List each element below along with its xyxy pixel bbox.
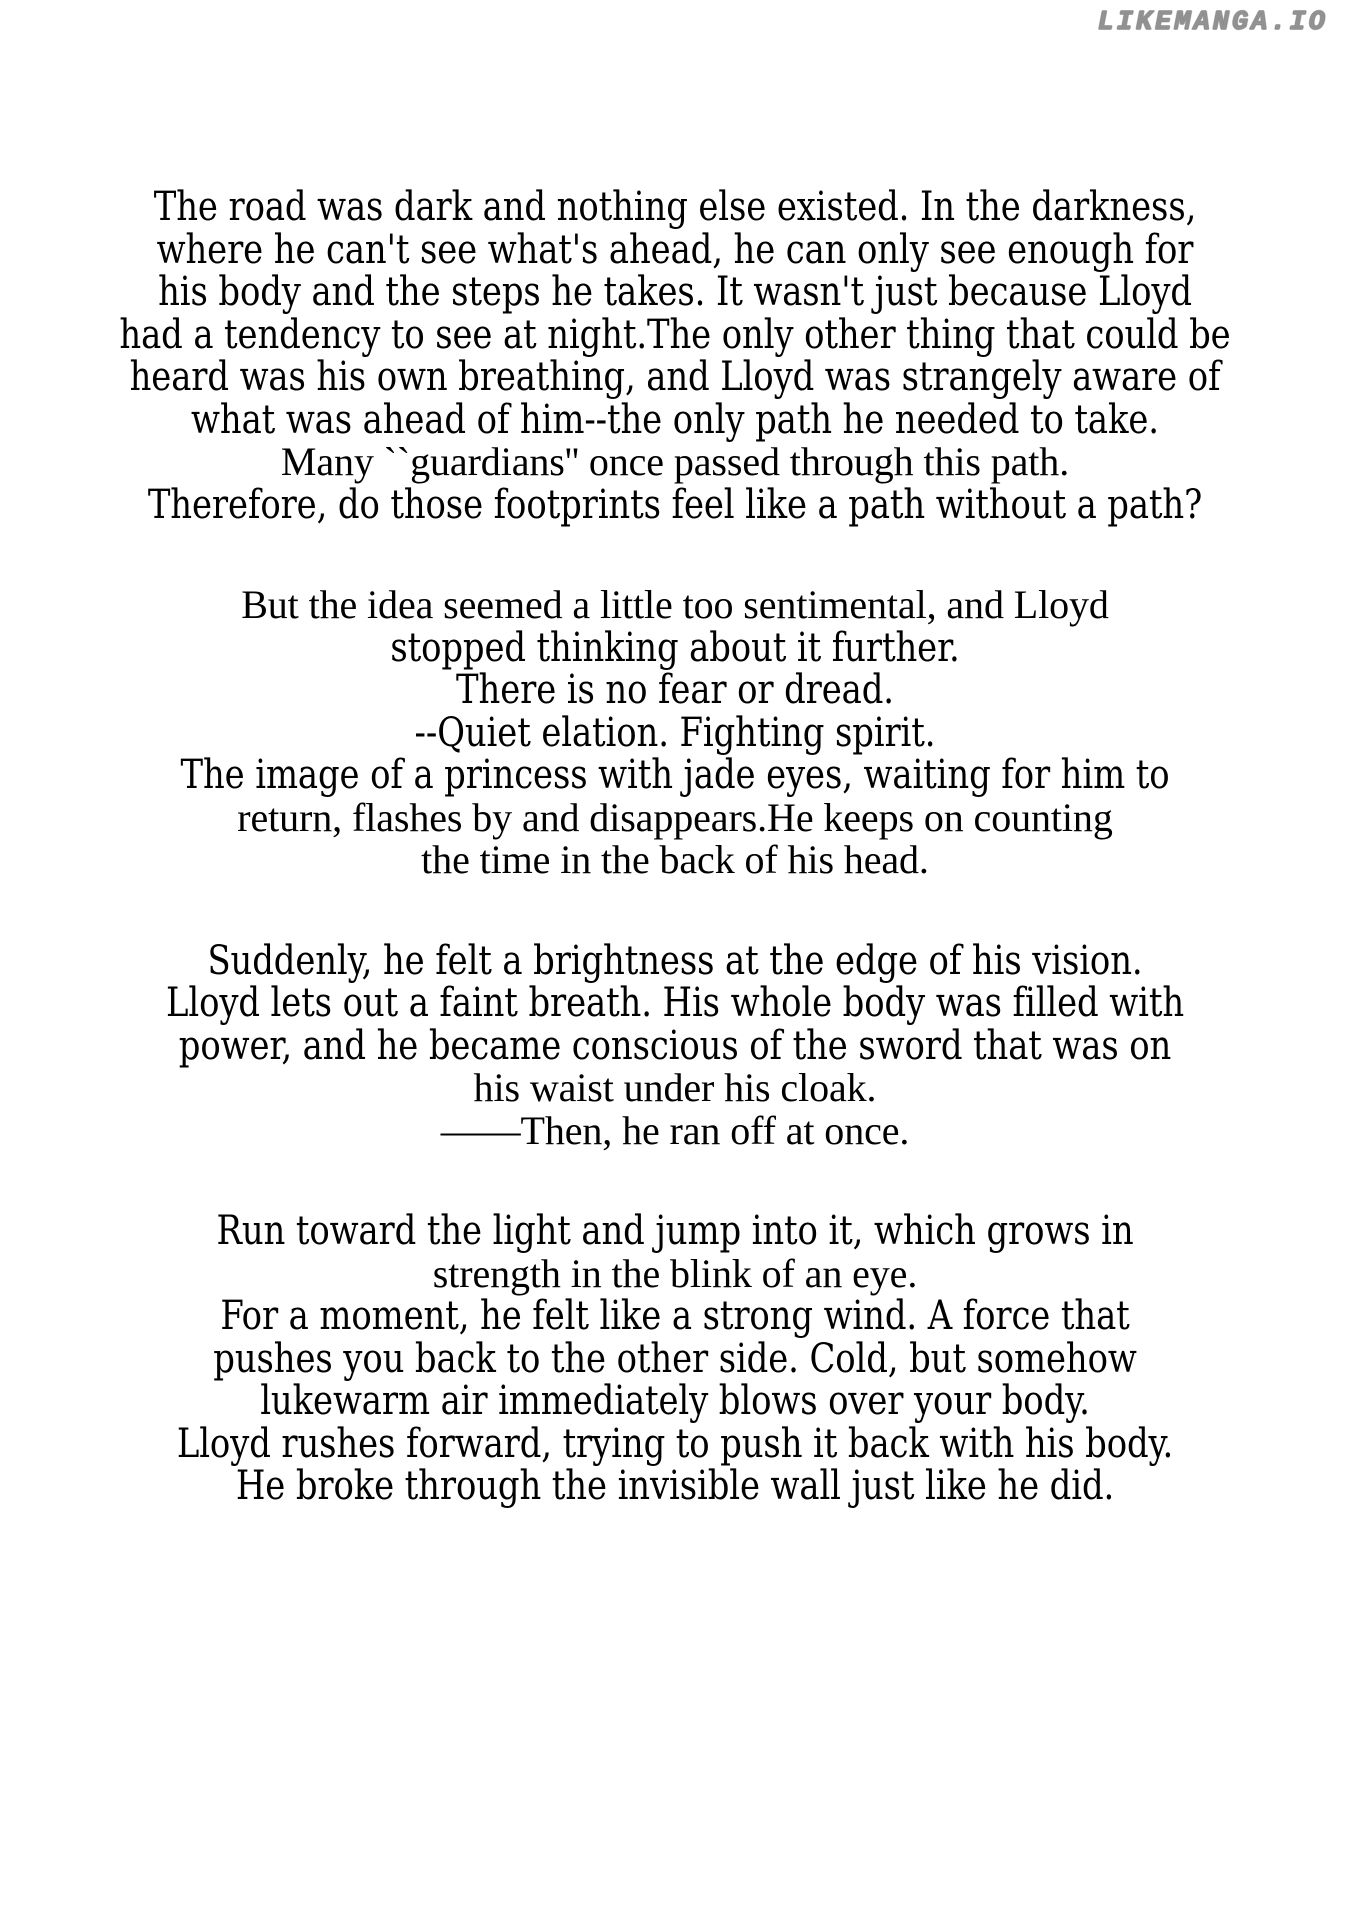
text-line: The image of a princess with jade eyes, waiting for him to: [180, 752, 1170, 798]
text-line: his waist under his cloak.: [473, 1065, 877, 1110]
text-line: the time in the back of his head.: [421, 837, 929, 882]
paragraph-4: [40, 1210, 1310, 1508]
text-line: Many ``guardians'' once passed through this path.: [280, 439, 1070, 484]
text-line: heard was his own breathing, and Lloyd was strangely aware of: [129, 354, 1221, 400]
text-line: lukewarm air immediately blows over your body.: [260, 1378, 1090, 1424]
text-line: pushes you back to the other side. Cold, but somehow: [213, 1335, 1137, 1382]
text-line: Lloyd rushes forward, trying to push it back with his body.: [176, 1420, 1174, 1467]
text-line: ——Then, he ran off at once.: [440, 1107, 910, 1153]
text-line: power, and he became conscious of the sword that was on: [178, 1022, 1172, 1069]
text-line: his body and the steps he takes. It wasn't just because Lloyd: [158, 269, 1192, 315]
paragraph-2: [40, 584, 1310, 882]
text-line: There is no fear or dread.: [456, 667, 894, 713]
paragraph-1: [40, 186, 1310, 526]
text-line: The road was dark and nothing else existed. In the darkness,: [153, 184, 1197, 230]
text-line: Therefore, do those footprints feel like a path without a path?: [147, 481, 1203, 528]
text-line: had a tendency to see at night.The only other thing that could be: [119, 311, 1231, 358]
text-line: what was ahead of him--the only path he needed to take.: [191, 396, 1159, 443]
text-line: He broke through the invisible wall just like he did.: [235, 1463, 1115, 1509]
text-line: where he can't see what's ahead, he can only see enough for: [156, 226, 1194, 273]
text-line: return, flashes by and disappears.He keeps on counting: [237, 794, 1113, 840]
text-line: Suddenly, he felt a brightness at the edge of his vision.: [207, 937, 1143, 984]
text-line: For a moment, he felt like a strong wind. A force that: [220, 1293, 1130, 1339]
text-line: Lloyd lets out a faint breath. His whole body was filled with: [165, 980, 1185, 1026]
text-line: stopped thinking about it further.: [390, 624, 960, 671]
text-line: But the idea seemed a little too sentimental, and Lloyd: [241, 582, 1109, 627]
paragraph-3: [40, 937, 1310, 1153]
text-line: strength in the blink of an eye.: [432, 1250, 918, 1296]
site-watermark: LIKEMANGA.IO: [1097, 8, 1328, 38]
text-line: --Quiet elation. Fighting spirit.: [414, 709, 936, 756]
text-line: Run toward the light and jump into it, which grows in: [216, 1208, 1134, 1254]
